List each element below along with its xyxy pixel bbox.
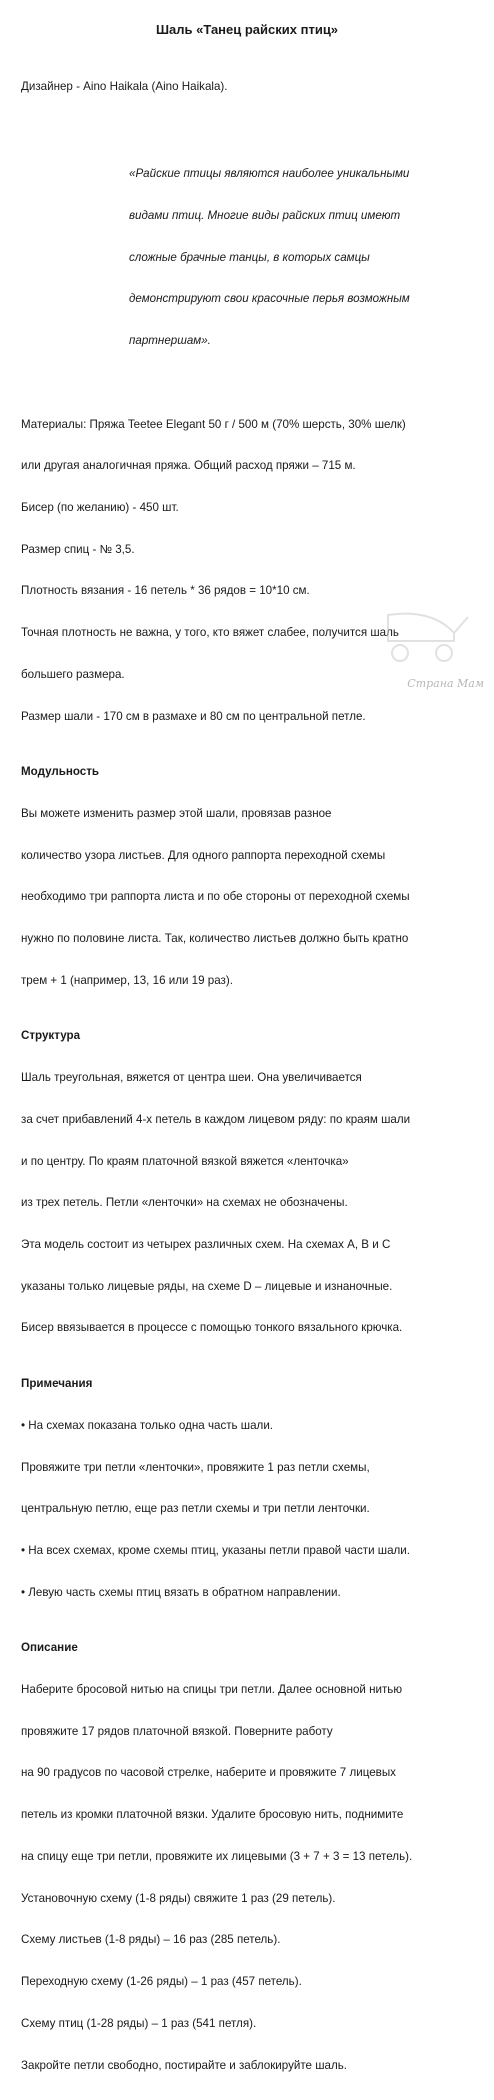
quote-line: «Райские птицы являются наиболее уникальными <box>129 167 410 181</box>
paragraph-line: Схему птиц (1-28 ряды) – 1 раз (541 петля). <box>21 2016 257 2030</box>
needle-size-line: Размер спиц - № 3,5. <box>21 542 135 556</box>
paragraph-line: количество узора листьев. Для одного раппорта переходной схемы <box>21 848 386 862</box>
paragraph-line: Переходную схему (1-26 ряды) – 1 раз (457 петель). <box>21 1975 302 1989</box>
section-heading-modularity: Модульность <box>21 765 100 779</box>
paragraph-line: Установочную схему (1-8 ряды) свяжите 1 раз (29 петель). <box>21 1891 336 1905</box>
gauge-line: Плотность вязания - 16 петель * 36 рядов = 10*10 см. <box>21 584 310 598</box>
paragraph-line: на спицу еще три петли, провяжите их лицевыми (3 + 7 + 3 = 13 петель). <box>21 1849 413 1863</box>
beads-line: Бисер (по желанию) - 450 шт. <box>21 501 179 514</box>
section-heading-structure: Структура <box>21 1029 81 1043</box>
stroller-icon <box>358 607 478 672</box>
watermark-text: Страна Мам <box>407 677 484 690</box>
paragraph-line: провяжите 17 рядов платочной вязкой. Поверните работу <box>21 1724 333 1738</box>
paragraph-line: Шаль треугольная, вяжется от центра шеи. Она увеличивается <box>21 1071 362 1085</box>
quote-line: сложные брачные танцы, в которых самцы <box>129 250 370 264</box>
paragraph-line: и по центру. По краям платочной вязкой вяжется «ленточка» <box>21 1154 349 1168</box>
gauge-note-line: большего размера. <box>21 667 125 681</box>
materials-line: или другая аналогичная пряжа. Общий расход пряжи – 715 м. <box>21 459 356 473</box>
paragraph-line: необходимо три раппорта листа и по обе стороны от переходной схемы <box>21 890 410 904</box>
paragraph-line: трем + 1 (например, 13, 16 или 19 раз). <box>21 973 233 987</box>
quote-line: видами птиц. Многие виды райских птиц имеют <box>129 208 401 222</box>
paragraph-line: Наберите бросовой нитью на спицы три петли. Далее основной нитью <box>21 1683 403 1697</box>
document-title: Шаль «Танец райских птиц» <box>155 22 339 37</box>
paragraph-line: Бисер ввязывается в процессе с помощью тонкого вязального крючка. <box>21 1321 403 1335</box>
quote-line: партнершам». <box>129 334 211 348</box>
section-heading-description: Описание <box>21 1641 78 1655</box>
paragraph-line: • На схемах показана только одна часть шали. <box>21 1418 274 1432</box>
section-heading-notes: Примечания <box>21 1377 93 1391</box>
paragraph-line: из трех петель. Петли «ленточки» на схемах не обозначены. <box>21 1196 348 1210</box>
epigraph-quote <box>129 139 481 375</box>
paragraph-line: на 90 градусов по часовой стрелке, наберите и провяжите 7 лицевых <box>21 1766 396 1780</box>
paragraph-line: Провяжите три петли «ленточки», провяжите 1 раз петли схемы, <box>21 1460 370 1474</box>
size-line: Размер шали - 170 см в размахе и 80 см по центральной петле. <box>21 709 366 723</box>
paragraph-line: петель из кромки платочной вязки. Удалите бросовую нить, поднимите <box>21 1808 404 1822</box>
paragraph-line: Закройте петли свободно, постирайте и заблокируйте шаль. <box>21 2058 347 2072</box>
paragraph-line: нужно по половине листа. Так, количество листьев должно быть кратно <box>21 932 409 946</box>
paragraph-line: • Левую часть схемы птиц вязать в обратном направлении. <box>21 1585 341 1599</box>
paragraph-line: • На всех схемах, кроме схемы птиц, указаны петли правой части шали. <box>21 1543 410 1557</box>
paragraph-line: Вы можете изменить размер этой шали, провязав разное <box>21 806 332 820</box>
designer-line: Дизайнер - Aino Haikala (Aino Haikala). <box>21 79 228 93</box>
paragraph-line: указаны только лицевые ряды, на схеме D – лицевые и изнаночные. <box>21 1279 393 1293</box>
document-body <box>21 52 481 2100</box>
paragraph-line: Эта модель состоит из четырех различных схем. На схемах A, B и C <box>21 1238 391 1252</box>
paragraph-line: центральную петлю, еще раз петли схемы и три петли ленточки. <box>21 1502 370 1516</box>
gauge-note-line: Точная плотность не важна, у того, кто вяжет слабее, получится шаль <box>21 626 399 640</box>
paragraph-line: Схему листьев (1-8 ряды) – 16 раз (285 петель). <box>21 1933 281 1947</box>
materials-line: Материалы: Пряжа Teetee Elegant 50 г / 500 м (70% шерсть, 30% шелк) <box>21 417 406 431</box>
paragraph-line: за счет прибавлений 4-х петель в каждом лицевом ряду: по краям шали <box>21 1112 411 1126</box>
quote-line: демонстрируют свои красочные перья возможным <box>129 292 410 306</box>
